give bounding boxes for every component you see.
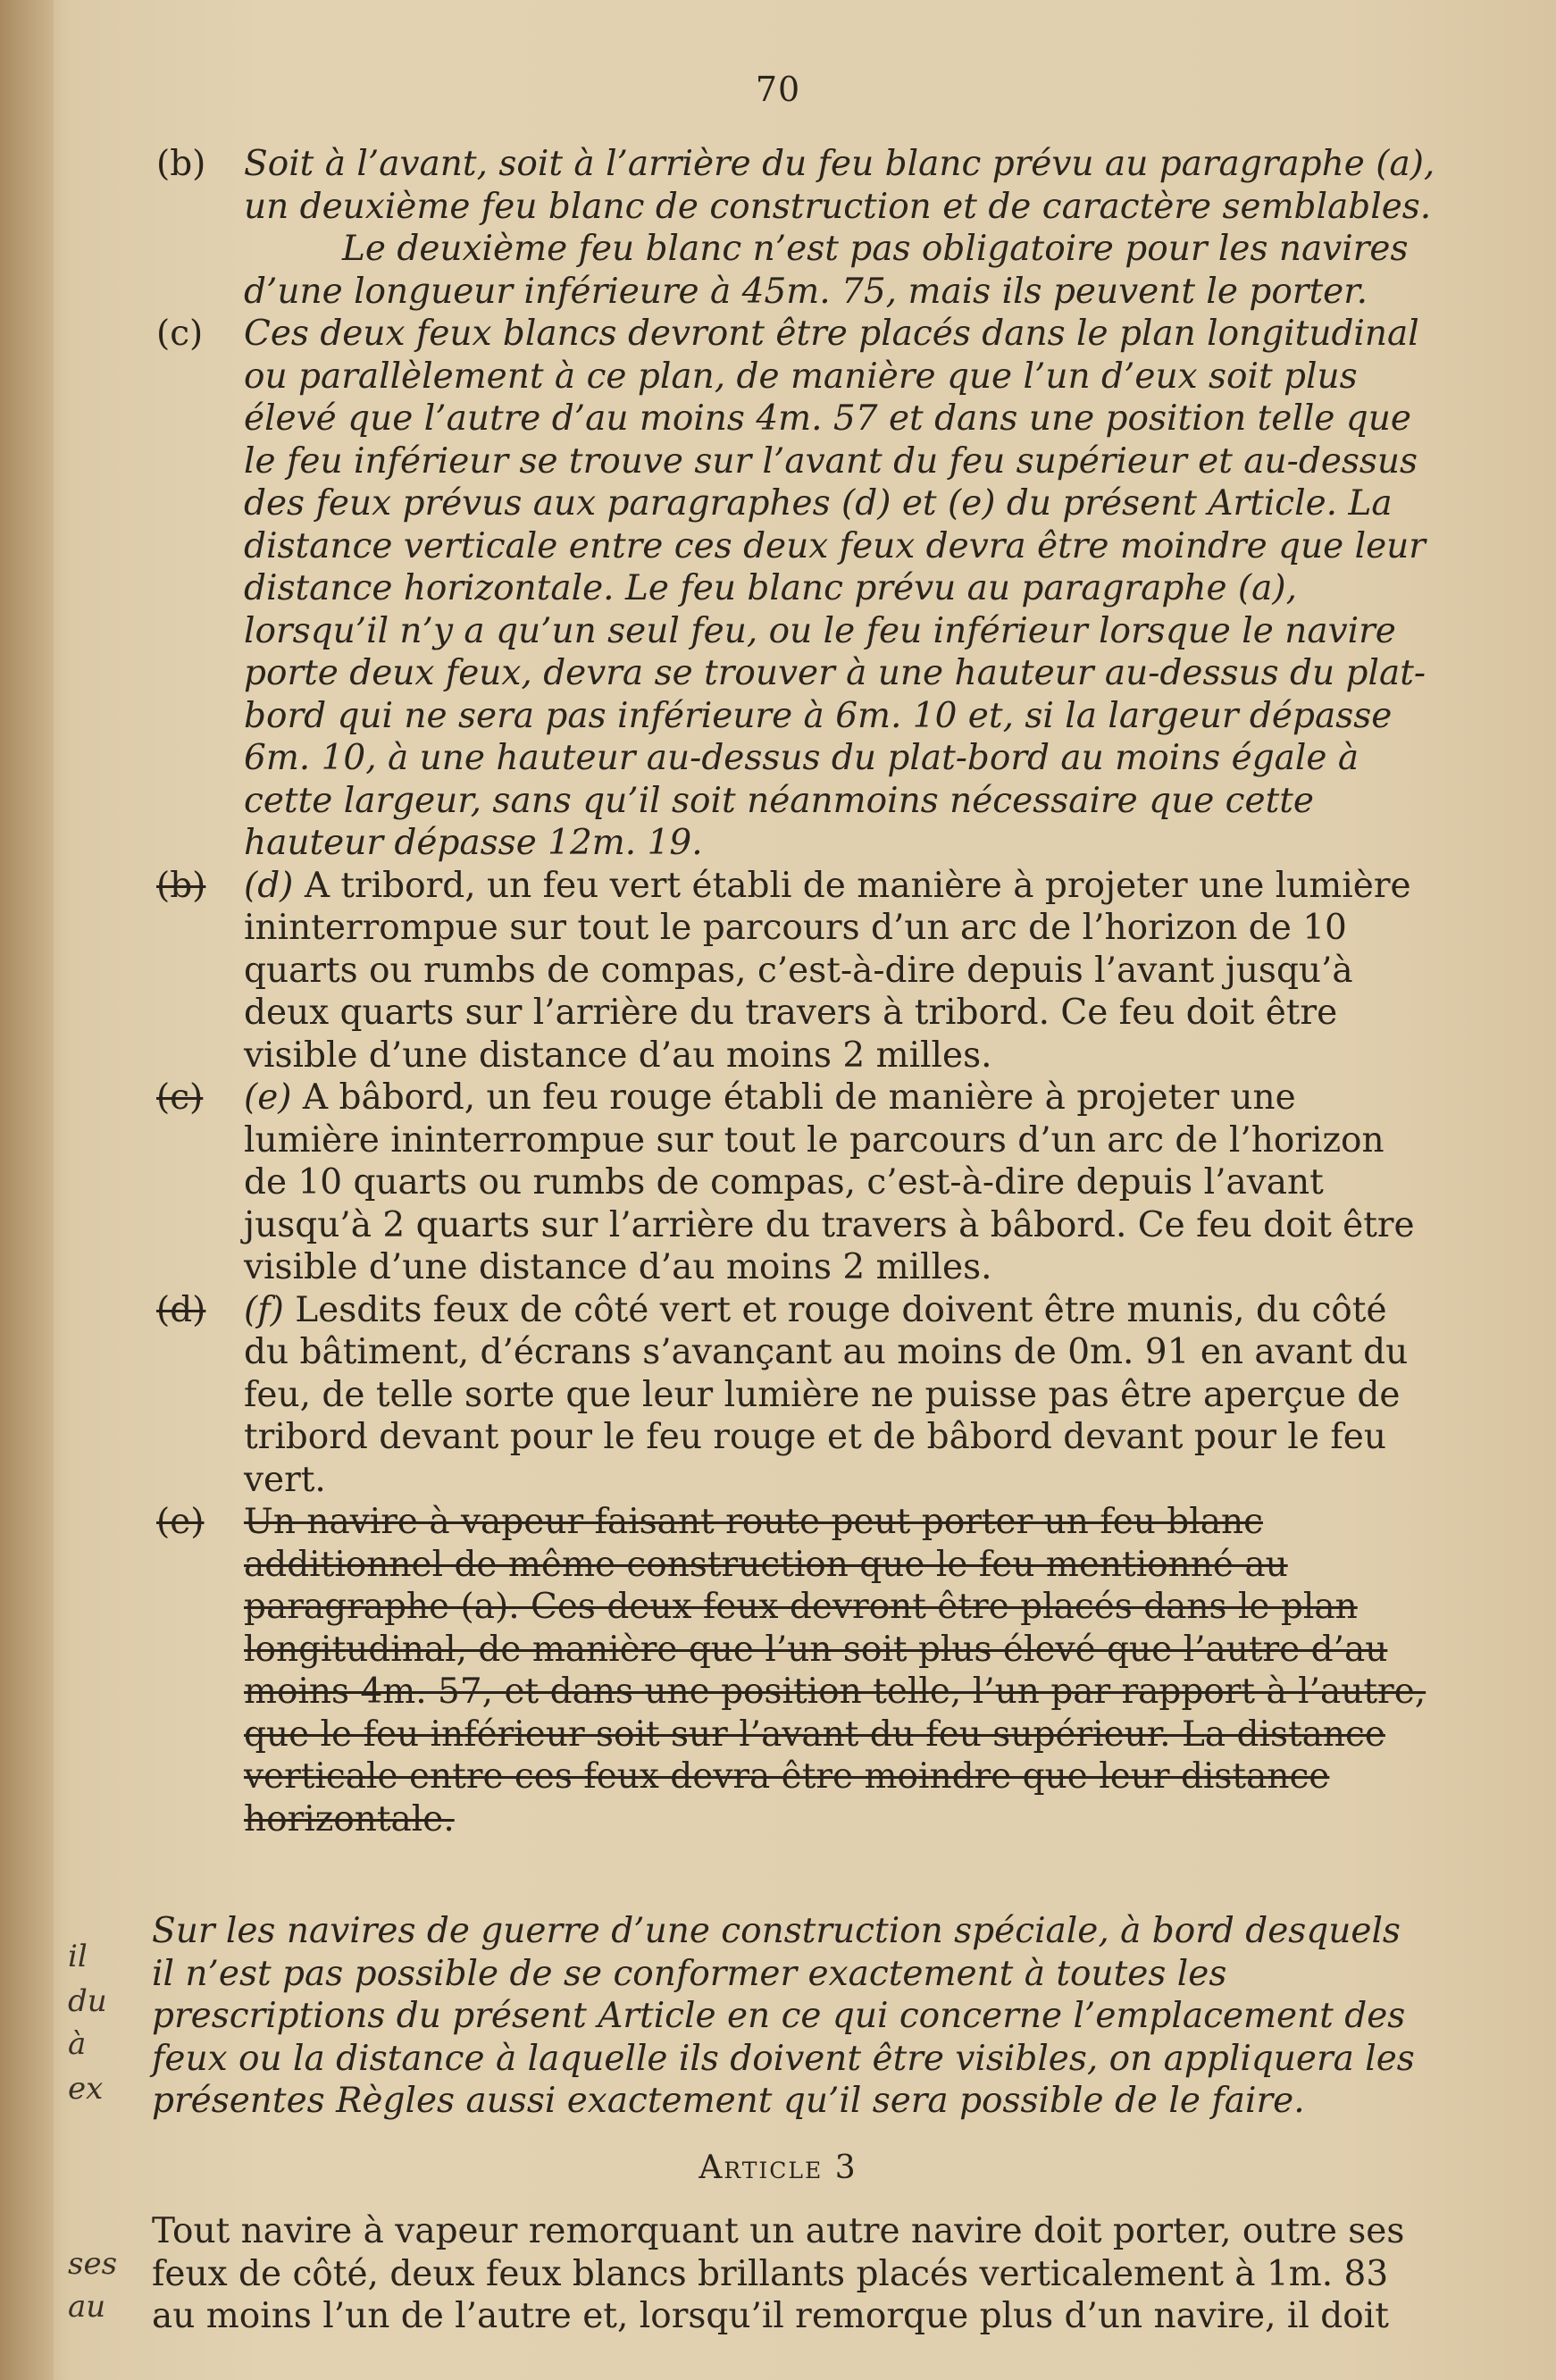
- paragraph-struck: [152, 1501, 1438, 1840]
- paragraph-body: Lesdits feux de côté vert et rouge doivent être munis, du côté du bâtiment, d’écrans s’avançant au moins de 0m. 91 en avant du feu, de telle sorte que leur lumière ne puisse pas être aperçue de tribord devant pour le feu rouge et de bâbord devant pour le feu vert.: [244, 1289, 1409, 1500]
- margin-handwriting: à: [68, 2026, 87, 2062]
- paragraph-text: [244, 1289, 1438, 1502]
- paragraph-c: [152, 313, 1438, 865]
- paragraph-f: [152, 1289, 1438, 1502]
- paragraph-b: [152, 143, 1438, 313]
- paragraph-sublabel: (e): [244, 1077, 292, 1118]
- margin-handwriting: ses: [68, 2246, 118, 2282]
- paragraph-label: (c): [156, 314, 204, 354]
- paragraph-d: [152, 865, 1438, 1077]
- margin-handwriting: il: [68, 1939, 88, 1974]
- page-number: 70: [755, 70, 801, 109]
- paragraph-label: (b): [156, 144, 206, 184]
- paragraph-sublabel: (d): [244, 865, 294, 906]
- page-gutter: [0, 0, 54, 2380]
- margin-handwriting: du: [68, 1983, 107, 2019]
- paragraph-text: Soit à l’avant, soit à l’arrière du feu blanc prévu au paragraphe (a), un deuxième feu blanc de construction et de caractère semblables.: [244, 144, 1435, 227]
- paragraph-text: Ces deux feux blancs devront être placés dans le plan longitudinal ou parallèlement à ce plan, de manière que l’un d’eux soit plus élevé que l’autre d’au moins 4m. 57 et dans une position telle que le feu inférieur se trouve sur l’avant du feu supérieur et au-dessus des feux prévus aux paragraphes (d) et (e) du présent Article. La distance verticale entre ces deux feux devra être moindre que leur distance horizontale. Le feu blanc prévu au paragraphe (a), lorsqu’il n’y a qu’un seul feu, ou le feu inférieur lorsque le navire porte deux feux, devra se trouver à une hauteur au-dessus du plat-bord qui ne sera pas inférieure à 6m. 10 et, si la largeur dépasse 6m. 10, à une hauteur au-dessus du plat-bord au moins égale à cette largeur, sans qu’il soit néanmoins nécessaire que cette hauteur dépasse 12m. 19.: [244, 314, 1426, 863]
- paragraph-label-struck: (c): [156, 1077, 204, 1118]
- article-3-text: Tout navire à vapeur remorquant un autre navire doit porter, outre ses feux de côté, deux feux blancs brillants placés verticalement à 1m. 83 au moins l’un de l’autre et, lorsqu’il remorque plus d’un navire, il doit: [152, 2211, 1405, 2336]
- margin-handwriting: au: [68, 2289, 106, 2325]
- paragraph-body: A bâbord, un feu rouge établi de manière à projeter une lumière ininterrompue sur tout le parcours d’un arc de l’horizon de 10 quarts ou rumbs de compas, c’est-à-dire depuis l’avant jusqu’à 2 quarts sur l’arrière du travers à bâbord. Ce feu doit être visible d’une distance d’au moins 2 milles.: [244, 1077, 1415, 1287]
- paragraph-body: A tribord, un feu vert établi de manière à projeter une lumière ininterrompue sur tout le parcours d’un arc de l’horizon de 10 quarts ou rumbs de compas, c’est-à-dire depuis l’avant jusqu’à deux quarts sur l’arrière du travers à tribord. Ce feu doit être visible d’une distance d’au moins 2 milles.: [244, 865, 1411, 1076]
- margin-handwriting: ex: [68, 2071, 104, 2107]
- paragraph-text: [244, 865, 1438, 1077]
- paragraph-text: [244, 1077, 1438, 1289]
- paragraph-text-continued: Le deuxième feu blanc n’est pas obligatoire pour les navires d’une longueur inférieure à 45m. 75, mais ils peuvent le porter.: [244, 229, 1409, 312]
- article-heading: Article 3: [699, 2150, 857, 2186]
- struck-text: Un navire à vapeur faisant route peut porter un feu blanc additionnel de même construction que le feu mentionné au paragraphe (a). Ces deux feux devront être placés dans le plan longitudinal, de manière que l’un soit plus élevé que l’autre d’au moins 4m. 57, et dans une position telle, l’un par rapport à l’autre, que le feu inférieur soit sur l’avant du feu supérieur. La distance verticale entre ces feux devra être moindre que leur distance horizontale.: [244, 1502, 1426, 1839]
- paragraph-e: [152, 1077, 1438, 1289]
- paragraph-label-struck: (e): [156, 1502, 205, 1542]
- paragraph-label-struck: (b): [156, 865, 206, 906]
- paragraph-sublabel: (f): [244, 1289, 284, 1330]
- paragraph-label-struck: (d): [156, 1289, 206, 1330]
- article-body: [152, 143, 1438, 1840]
- warship-note: Sur les navires de guerre d’une construction spéciale, à bord desquels il n’est pas possible de se conformer exactement à toutes les prescriptions du présent Article en ce qui concerne l’emplacement des feux ou la distance à laquelle ils doivent être visibles, on appliquera les présentes Règles aussi exactement qu’il sera possible de le faire.: [152, 1911, 1415, 2121]
